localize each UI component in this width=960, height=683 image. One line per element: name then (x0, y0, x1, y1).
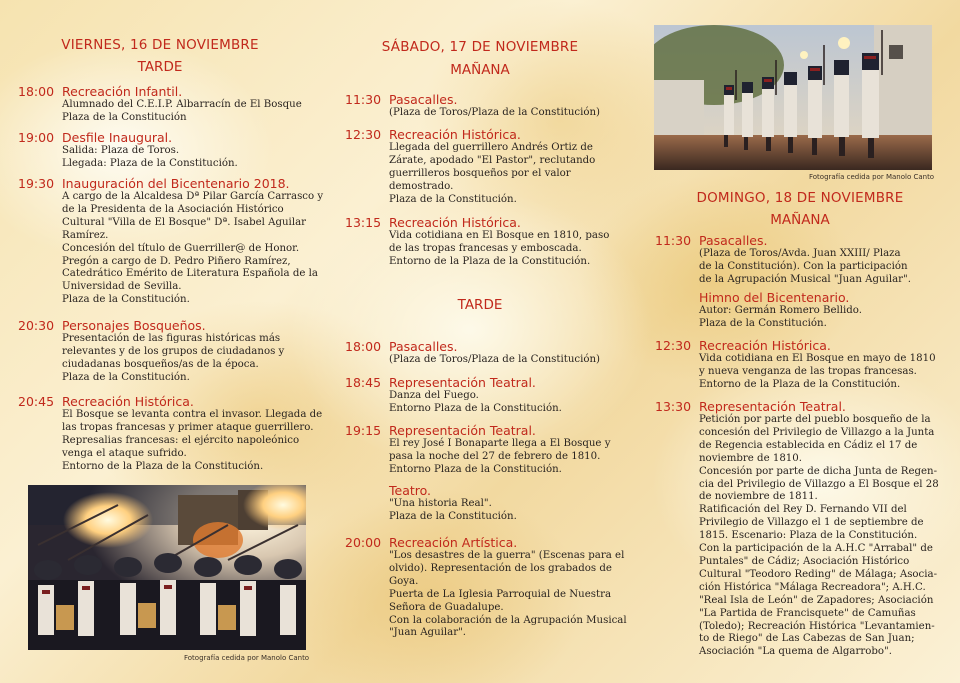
event-time: 19:15 (345, 423, 382, 438)
event-time: 20:45 (18, 394, 55, 409)
event-time: 11:30 (655, 233, 692, 248)
event-detail-line: 1815. Escenario: Plaza de la Constitución. (699, 530, 918, 542)
sunday-period: MAÑANA (770, 212, 830, 228)
event-time: 19:30 (18, 176, 55, 191)
event-detail-line: Autor: Germán Romero Bellido. (699, 305, 862, 316)
friday-period: TARDE (137, 59, 183, 75)
event-body (699, 290, 945, 331)
event-detail-line: Privilegio de Villazgo el 1 de septiembre de (699, 517, 924, 529)
event-body (62, 176, 324, 307)
event-detail-line: Asociación "La quema de Algarrobo". (699, 646, 892, 658)
event-time: 12:30 (655, 338, 692, 353)
event-title: Representación Teatral. (699, 399, 846, 414)
event-body (389, 535, 635, 640)
event-title: Teatro. (389, 483, 432, 498)
event-title: Representación Teatral. (389, 423, 536, 438)
event-detail-line: Concesión por parte de dicha Junta de Regen- (699, 465, 938, 477)
event-detail-line: Universidad de Sevilla. (62, 281, 182, 293)
event-body (389, 375, 635, 416)
event-detail-line: Puerta de La Iglesia Parroquial de Nuestra (389, 588, 612, 600)
event-detail-line: Petición por parte del pueblo bosqueño de la (699, 414, 931, 425)
event-detail-line: Catedrático Emérito de Literatura Española de la (62, 268, 318, 280)
event-body (699, 399, 945, 659)
event-title: Pasacalles. (389, 92, 458, 107)
schedule-event (18, 318, 318, 385)
schedule-event (18, 130, 318, 171)
event-detail-line: El rey José I Bonaparte llega a El Bosque y (389, 438, 611, 449)
event-detail-line: guerrilleros bosqueños por el valor (389, 167, 571, 179)
march-photo-image (654, 25, 932, 170)
event-detail-line: Presentación de las figuras históricas más (62, 333, 281, 344)
event-detail-line: Represalias francesas: el ejército napoleónico (62, 434, 300, 446)
schedule-event (345, 423, 635, 477)
event-detail-line: las tropas francesas y primer ataque guerrillero. (62, 421, 314, 433)
event-detail-line: Entorno Plaza de la Constitución. (389, 402, 562, 414)
event-title: Recreación Artística. (389, 535, 518, 550)
event-detail-line: olvido). Representación de los grabados de (389, 562, 612, 574)
event-detail-line: A cargo de la Alcaldesa Dª Pilar García Carrasco y (62, 191, 324, 202)
friday-photo-caption: Fotografía cedida por Manolo Canto (184, 654, 310, 662)
event-title: Personajes Bosqueños. (62, 318, 206, 333)
saturday-afternoon-label: TARDE (457, 297, 503, 313)
schedule-event (18, 84, 318, 125)
event-detail-line: Plaza de la Constitución. (389, 193, 517, 205)
event-body (62, 394, 323, 474)
event-detail-line: y nueva venganza de las tropas francesas. (699, 365, 917, 377)
schedule-event (345, 535, 635, 640)
event-detail-line: to de Riego" de Las Cabezas de San Juan; (699, 633, 915, 645)
event-detail-line: Zárate, apodado "El Pastor", reclutando (389, 154, 596, 166)
event-body (389, 423, 635, 477)
event-body (389, 127, 635, 207)
event-detail-line: Ramírez. (62, 229, 109, 241)
schedule-event (345, 215, 635, 269)
event-detail-line: Cultural "Teodoro Reding" de Málaga; Asocia- (699, 568, 938, 580)
event-title: Desfile Inaugural. (62, 130, 173, 145)
schedule-event (345, 92, 635, 120)
event-detail-line: Vida cotidiana en El Bosque en mayo de 1810 (699, 353, 936, 364)
schedule-event (655, 233, 945, 287)
event-detail-line: Salida: Plaza de Toros. (62, 145, 180, 156)
event-detail-line: Llegada: Plaza de la Constitución. (62, 157, 238, 169)
schedule-event (18, 394, 323, 474)
schedule-event (345, 339, 635, 367)
event-body (389, 339, 635, 367)
event-detail-line: Señora de Guadalupe. (389, 601, 504, 613)
event-title: Representación Teatral. (389, 375, 536, 390)
event-detail-line: "Real Isla de León" de Zapadores; Asociación (699, 594, 934, 606)
event-time: 13:30 (655, 399, 692, 414)
event-detail-line: ciudadanas bosqueños/as de la época. (62, 358, 259, 370)
event-detail-line: Puntales" de Cádiz; Asociación Histórico (699, 555, 910, 567)
sunday-photo-caption: Fotografía cedida por Manolo Canto (809, 173, 935, 181)
event-time: 11:30 (345, 92, 382, 107)
event-time: 13:15 (345, 215, 382, 230)
event-title: Recreación Histórica. (699, 338, 831, 353)
schedule-event (345, 483, 635, 524)
event-detail-line: de las tropas francesas y emboscada. (389, 242, 582, 254)
event-detail-line: Plaza de la Constitución. (699, 317, 827, 329)
event-body (389, 92, 635, 120)
event-body (389, 215, 635, 269)
event-detail-line: Con la colaboración de la Agrupación Musical (389, 614, 627, 626)
event-detail-line: "La Partida de Francisquete" de Camuñas (699, 607, 916, 619)
event-body (62, 84, 318, 125)
event-detail-line: (Plaza de Toros/Plaza de la Constitución) (389, 354, 601, 365)
event-detail-line: de la Agrupación Musical "Juan Aguilar". (699, 273, 911, 285)
event-detail-line: (Toledo); Recreación Histórica "Levantamien- (699, 620, 935, 632)
event-detail-line: de Regencia establecida en Cádiz el 17 de (699, 439, 918, 451)
event-detail-line: (Plaza de Toros/Plaza de la Constitución) (389, 107, 601, 118)
event-time: 18:00 (18, 84, 55, 99)
event-detail-line: Entorno de la Plaza de la Constitución. (389, 255, 591, 267)
event-detail-line: Llegada del guerrillero Andrés Ortiz de (389, 142, 593, 153)
event-detail-line: concesión del Privilegio de Villazgo a la Junta (699, 426, 935, 438)
schedule-event (655, 290, 945, 331)
saturday-title: SÁBADO, 17 DE NOVIEMBRE (381, 39, 579, 55)
event-time: 20:30 (18, 318, 55, 333)
event-time: 18:45 (345, 375, 382, 390)
sunday-title: DOMINGO, 18 DE NOVIEMBRE (696, 190, 904, 206)
event-detail-line: cia del Privilegio de Villazgo a El Bosque el 28 (699, 478, 939, 490)
event-detail-line: de noviembre de 1811. (699, 491, 818, 503)
event-detail-line: noviembre de 1810. (699, 452, 803, 464)
schedule-event (18, 176, 324, 307)
event-detail-line: Concesión del título de Guerriller@ de Honor. (62, 242, 300, 254)
event-detail-line: Plaza de la Constitución (62, 111, 187, 123)
event-title: Himno del Bicentenario. (699, 290, 850, 305)
event-detail-line: Alumnado del C.E.I.P. Albarracín de El Bosque (62, 99, 302, 110)
event-detail-line: de la Constitución). Con la participación (699, 260, 908, 272)
saturday-morning-label: MAÑANA (450, 62, 510, 78)
event-title: Inauguración del Bicentenario 2018. (62, 176, 290, 191)
event-detail-line: "Una historia Real". (389, 498, 492, 509)
event-detail-line: demostrado. (389, 180, 454, 192)
event-time: 12:30 (345, 127, 382, 142)
event-detail-line: Entorno de la Plaza de la Constitución. (699, 378, 901, 390)
event-detail-line: pasa la noche del 27 de febrero de 1810. (389, 450, 601, 462)
event-detail-line: Danza del Fuego. (389, 390, 479, 401)
event-detail-line: Con la participación de la A.H.C "Arrabal" de (699, 543, 933, 555)
event-detail-line: Plaza de la Constitución. (389, 510, 517, 522)
schedule-event (655, 338, 945, 392)
event-title: Recreación Histórica. (62, 394, 194, 409)
event-detail-line: Ratificación del Rey D. Fernando VII del (699, 504, 907, 516)
battle-photo-image (28, 485, 306, 650)
schedule-event (345, 375, 635, 416)
friday-title: VIERNES, 16 DE NOVIEMBRE (61, 37, 259, 53)
event-detail-line: venga el ataque sufrido. (62, 447, 187, 459)
battle-photo (28, 485, 306, 650)
event-body (699, 233, 945, 287)
event-body (389, 483, 635, 524)
event-time: 19:00 (18, 130, 55, 145)
event-time: 20:00 (345, 535, 382, 550)
event-title: Pasacalles. (389, 339, 458, 354)
event-detail-line: Entorno de la Plaza de la Constitución. (62, 460, 264, 472)
event-detail-line: Goya. (389, 575, 419, 587)
schedule-event (345, 127, 635, 207)
event-body (62, 318, 318, 385)
event-title: Recreación Infantil. (62, 84, 183, 99)
event-detail-line: de la Presidenta de la Asociación Histórico (62, 203, 284, 215)
event-title: Pasacalles. (699, 233, 768, 248)
event-body (62, 130, 318, 171)
event-detail-line: Plaza de la Constitución. (62, 294, 190, 306)
event-detail-line: Cultural "Villa de El Bosque" Dª. Isabel Aguilar (62, 216, 307, 228)
event-detail-line: "Los desastres de la guerra" (Escenas para el (389, 550, 625, 561)
event-detail-line: Vida cotidiana en El Bosque en 1810, paso (389, 230, 610, 241)
event-time: 18:00 (345, 339, 382, 354)
event-detail-line: "Juan Aguilar". (389, 627, 467, 639)
event-detail-line: Plaza de la Constitución. (62, 371, 190, 383)
march-photo (654, 25, 932, 170)
event-detail-line: Entorno Plaza de la Constitución. (389, 463, 562, 475)
schedule-event (655, 399, 945, 659)
event-title: Recreación Histórica. (389, 215, 521, 230)
event-body (699, 338, 945, 392)
event-detail-line: ción Histórica "Málaga Recreadora"; A.H.C. (699, 581, 926, 593)
event-detail-line: Pregón a cargo de D. Pedro Piñero Ramírez, (62, 255, 291, 267)
event-title: Recreación Histórica. (389, 127, 521, 142)
event-detail-line: (Plaza de Toros/Avda. Juan XXIII/ Plaza (699, 248, 901, 259)
event-detail-line: relevantes y de los grupos de ciudadanos y (62, 345, 285, 357)
event-detail-line: El Bosque se levanta contra el invasor. Llegada de (62, 409, 323, 420)
